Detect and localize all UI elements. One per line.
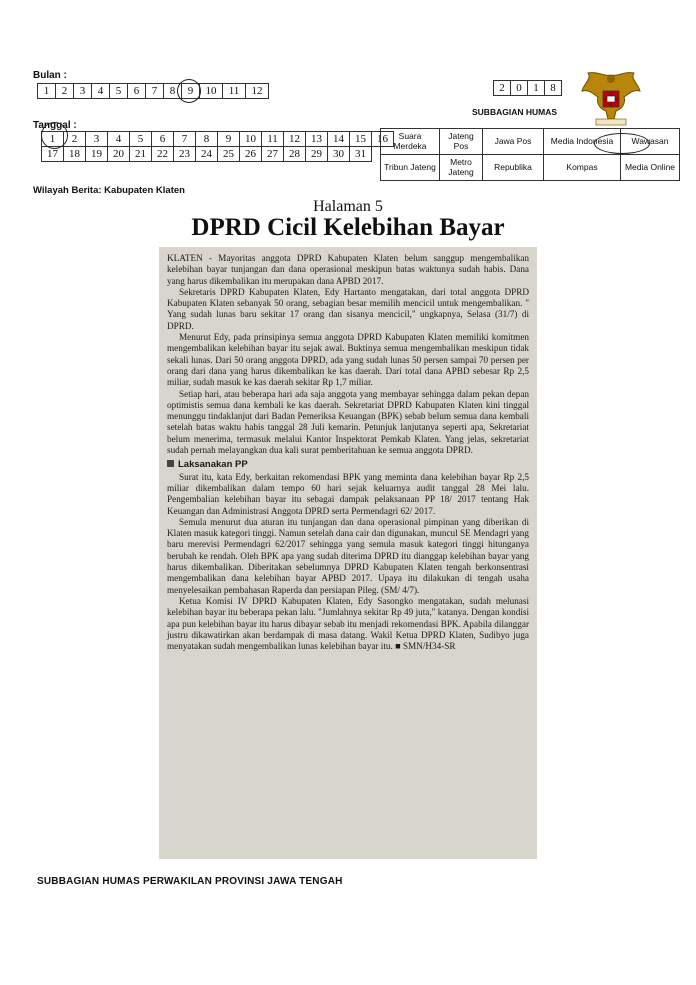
article-paragraph: Ketua Komisi IV DPRD Kabupaten Klaten, Edy Sasongko mengatakan, sudah melunasi kelebihan bayar itu beberapa pekan lalu. "Jumlahnya sekitar Rp 49 juta," katanya. Dengan kondisi apa pun kelebihan bayar itu harus dibayar sebab itu menjadi rekomendasi BPK. Apabila dilanggar justru dikawatirkan akan berdampak di masa datang. Wakil Ketua DPRD Klaten, Sudibyo juga menyatakan sudah mengembalikan lunas kelebihan bayar itu. ■ SMN/H34-SR [167, 595, 529, 652]
article-paragraph: Setiap hari, atau beberapa hari ada saja anggota yang membayar sehingga dalam pekan depan optimistis semua dana kembali ke kas daerah. Sekretariat DPRD Kabupaten Klaten kini tinggal menunggu tindaklanjut dari Badan Pemeriksa Keuangan (BPK) sebab belum semua dana kembali setelah batas waktu habis tanggal 28 Juli kemarin. Petunjuk lanjutanya seperti apa, Sekretariat belum menerima, termasuk melalui Kantor Inspektorat Pemkab Klaten. Yang jelas, sekretariat sudah pernah melayangkan dua kali surat pemberitahuan ke semua anggota DPRD. [167, 388, 529, 456]
date-cell: 10 [240, 132, 262, 147]
date-cell: 18 [64, 147, 86, 162]
month-cell: 11 [223, 84, 246, 99]
date-cell: 26 [240, 147, 262, 162]
date-cell: 11 [262, 132, 284, 147]
media-cell: Media Online [621, 155, 680, 181]
year-digit-cell: 1 [528, 81, 545, 96]
month-cell: 1 [38, 84, 56, 99]
media-cell: Republika [483, 155, 544, 181]
month-cell: 8 [164, 84, 182, 99]
date-cell: 17 [42, 147, 64, 162]
media-cell: Suara Merdeka [381, 129, 440, 155]
article-paragraph: Semula menurut dua aturan itu tunjangan dan dana operasional pimpinan yang diberikan di Klaten masuk kategori tinggi. Namun setelah dana cair dan digunakan, muncul SE Mendagri yang baru merevisi Permendagri 62/2017 sehingga yang semula masuk kategori tinggi hitunganya berubah ke rendah. Oleh BPK apa yang sudah diterima DPRD itu dianggap kelebihan bayar yang harus dikembalikan. Diberitakan sebelumnya DPRD Kabupaten Klaten tengah berkonsentrasi mengembalikan dana kelebihan bayar APBD 2017. Upaya itu dilakukan di tengah usaha menyelesaikan pembahasan Raperda dan persiapan Pileg. (SM/ 4/7). [167, 516, 529, 595]
headline: DPRD Cicil Kelebihan Bayar [191, 214, 505, 241]
footer-label: SUBBAGIAN HUMAS PERWAKILAN PROVINSI JAWA TENGAH [37, 876, 343, 887]
date-cell: 2 [64, 132, 86, 147]
selected-month-circle [177, 79, 201, 103]
month-cell: 3 [74, 84, 92, 99]
media-cell: Jateng Pos [440, 129, 483, 155]
garuda-emblem-icon [578, 67, 644, 127]
tanggal-label: Tanggal : [33, 120, 77, 131]
date-cell: 24 [196, 147, 218, 162]
article-paragraph: KLATEN - Mayoritas anggota DPRD Kabupaten Klaten belum sanggup mengembalikan kelebihan bayar tunjangan dan dana operasional meskipun batas waktunya sudah habis. Dana yang harus dikembalikan itu merupakan dana APBD 2017. [167, 253, 529, 286]
date-cell: 6 [152, 132, 174, 147]
bullet-square-icon [167, 460, 174, 467]
year-grid [493, 80, 562, 96]
date-cell: 28 [284, 147, 306, 162]
date-cell: 27 [262, 147, 284, 162]
month-cell: 4 [92, 84, 110, 99]
date-cell: 25 [218, 147, 240, 162]
subbagian-label: SUBBAGIAN HUMAS [472, 107, 557, 117]
month-cell: 6 [128, 84, 146, 99]
bulan-label: Bulan : [33, 70, 67, 81]
article-paragraph: Menurut Edy, pada prinsipinya semua anggota DPRD Kabupaten Klaten memiliki komitmen mengembalikan kelebihan bayar itu sejak awal. Buktinya semua mengembalikan meskipun tidak sekali lunas. Dari 50 orang anggota DPRD, ada yang sudah lunas 50 persen sampai 70 persen per orang dari dana yang harus dikembalikan ke kas daerah. Dari total dana APBD sebesar Rp 2,5 miliar, sudah masuk ke kas daerah sekitar Rp 1,7 miliar. [167, 332, 529, 388]
year-digit-cell: 8 [545, 81, 562, 96]
selected-date-circle [41, 122, 68, 149]
page-number: Halaman 5 [313, 198, 383, 215]
selected-media-circle [594, 133, 650, 154]
newspaper-clipping [159, 247, 537, 859]
date-cell: 30 [328, 147, 350, 162]
year-digit-cell: 2 [494, 81, 511, 96]
date-cell: 16 [372, 132, 394, 147]
month-cell: 5 [110, 84, 128, 99]
media-cell: Jawa Pos [483, 129, 544, 155]
month-cell: 10 [200, 84, 223, 99]
date-cell: 5 [130, 132, 152, 147]
media-cell: Media Indonesia [544, 129, 621, 155]
date-cell: 20 [108, 147, 130, 162]
date-cell: 4 [108, 132, 130, 147]
year-digit-cell: 0 [511, 81, 528, 96]
date-cell: 3 [86, 132, 108, 147]
date-cell: 9 [218, 132, 240, 147]
date-cell: 22 [152, 147, 174, 162]
date-cell: 31 [350, 147, 372, 162]
media-cell: Metro Jateng [440, 155, 483, 181]
media-cell: Wawasan [621, 129, 680, 155]
article-paragraph: Sekretaris DPRD Kabupaten Klaten, Edy Hartanto mengatakan, dari total anggota DPRD Kabupaten Klaten sebanyak 50 orang, sebagian besar memilih mencicil untuk mengembalikan. " Yang sudah lunas baru sekitar 17 orang dan sisanya mencicil," ungkapnya, Selasa (31/7) di DPRD. [167, 286, 529, 331]
article-paragraph: Surat itu, kata Edy, berkaitan rekomendasi BPK yang meminta dana kelebihan bayar Rp 2,5 miliar dikembalikan dalam tempo 60 hari sejak keluarnya audit tanggal 28 Mei lalu. Pengembalian kelebihan bayar itu sebagai dampak pelaksanaan PP 18/ 2017 tentang Hak Keuangan dan Administrasi Anggota DPRD serta Permendagri 62/ 2017. [167, 471, 529, 516]
date-cell: 12 [284, 132, 306, 147]
date-cell: 23 [174, 147, 196, 162]
date-cell: 13 [306, 132, 328, 147]
date-cell: 21 [130, 147, 152, 162]
date-cell: 29 [306, 147, 328, 162]
media-cell: Tribun Jateng [381, 155, 440, 181]
subheading-text: Laksanakan PP [178, 459, 248, 471]
date-cell: 14 [328, 132, 350, 147]
date-cell: 19 [86, 147, 108, 162]
month-cell: 2 [56, 84, 74, 99]
month-grid [37, 83, 269, 99]
wilayah-label: Wilayah Berita: Kabupaten Klaten [33, 185, 185, 196]
date-cell: 8 [196, 132, 218, 147]
date-cell: 1 [42, 132, 64, 147]
month-cell: 12 [246, 84, 269, 99]
date-cell: 7 [174, 132, 196, 147]
month-cell: 7 [146, 84, 164, 99]
date-cell: 15 [350, 132, 372, 147]
article-subheading [167, 459, 529, 470]
media-cell: Kompas [544, 155, 621, 181]
month-cell: 9 [182, 84, 200, 99]
date-grid [41, 131, 394, 162]
